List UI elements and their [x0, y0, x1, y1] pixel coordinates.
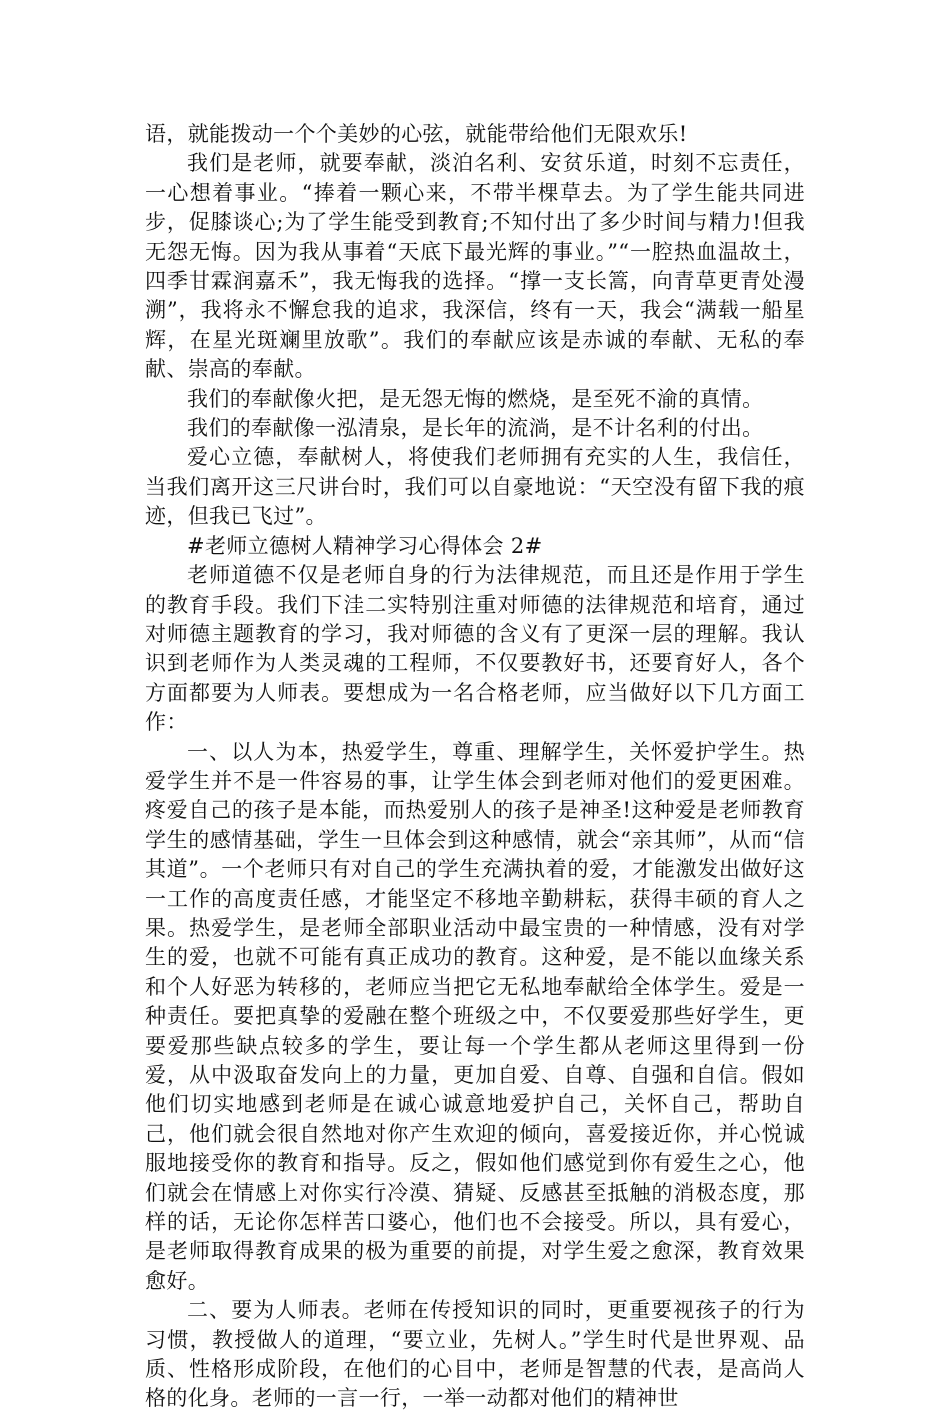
- document-body: [145, 120, 805, 1414]
- paragraph-dedication: 我们是老师，就要奉献，淡泊名利、安贫乐道，时刻不忘责任，一心想着事业。“捧着一颗心来，不带半棵草去。为了学生能共同进步，促膝谈心;为了学生能受到教育;不知付出了多少时间与精力!但我无怨无悔。因为我从事着“天底下最光辉的事业。”“一腔热血温故土，四季甘霖润嘉禾”，我无悔我的选择。“撑一支长篙，向青草更青处漫溯”，我将永不懈怠我的追求，我深信，终有一天，我会“满载一船星辉，在星光斑斓里放歌”。我们的奉献应该是赤诚的奉献、无私的奉献、崇高的奉献。: [145, 151, 805, 382]
- paragraph-point-one: 一、以人为本，热爱学生，尊重、理解学生，关怀爱护学生。热爱学生并不是一件容易的事，让学生体会到老师对他们的爱更困难。疼爱自己的孩子是本能，而热爱别人的孩子是神圣!这种爱是老师教育学生的感情基础，学生一旦体会到这种感情，就会“亲其师”，从而“信其道”。一个老师只有对自己的学生充满执着的爱，才能激发出做好这一工作的高度责任感，才能坚定不移地辛勤耕耘，获得丰硕的育人之果。热爱学生，是老师全部职业活动中最宝贵的一种情感，没有对学生的爱，也就不可能有真正成功的教育。这种爱，是不能以血缘关系和个人好恶为转移的，老师应当把它无私地奉献给全体学生。爱是一种责任。要把真挚的爱融在整个班级之中，不仅要爱那些好学生，更要爱那些缺点较多的学生，要让每一个学生都从老师这里得到一份爱，从中汲取奋发向上的力量，更加自爱、自尊、自强和自信。假如他们切实地感到老师是在诚心诚意地爱护自己，关怀自己，帮助自己，他们就会很自然地对你产生欢迎的倾向，喜爱接近你，并心悦诚服地接受你的教育和指导。反之，假如他们感觉到你有爱生之心，他们就会在情感上对你实行冷漠、猜疑、反感甚至抵触的消极态度，那样的话，无论你怎样苦口婆心，他们也不会接受。所以，具有爱心，是老师取得教育成果的极为重要的前提，对学生爱之愈深，教育效果愈好。: [145, 739, 805, 1293]
- paragraph-spring: 我们的奉献像一泓清泉，是长年的流淌，是不计名利的付出。: [187, 416, 764, 441]
- paragraph-continued: 语，就能拨动一个个美妙的心弦，就能带给他们无限欢乐!: [145, 122, 688, 146]
- paragraph-intro: 老师道德不仅是老师自身的行为法律规范，而且还是作用于学生的教育手段。我们下洼二实特别注重对师德的法律规范和培育，通过对师德主题教育的学习，我对师德的含义有了更深一层的理解。我认识到老师作为人类灵魂的工程师，不仅要教好书，还要育好人，各个方面都要为人师表。要想成为一名合格老师，应当做好以下几方面工作：: [145, 563, 805, 735]
- section-heading: #老师立德树人精神学习心得体会 2#: [187, 533, 543, 558]
- paragraph-torch: 我们的奉献像火把，是无怨无悔的燃烧，是至死不渝的真情。: [187, 386, 764, 411]
- paragraph-closing: 爱心立德，奉献树人，将使我们老师拥有充实的人生，我信任，当我们离开这三尺讲台时，我们可以自豪地说：“天空没有留下我的痕迹，但我已飞过”。: [145, 445, 805, 529]
- paragraph-point-two: 二、要为人师表。老师在传授知识的同时，更重要视孩子的行为习惯，教授做人的道理，“要立业，先树人。”学生时代是世界观、品质、性格形成阶段，在他们的心目中，老师是智慧的代表，是高尚人格的化身。老师的一言一行，一举一动都对他们的精神世: [145, 1298, 805, 1411]
